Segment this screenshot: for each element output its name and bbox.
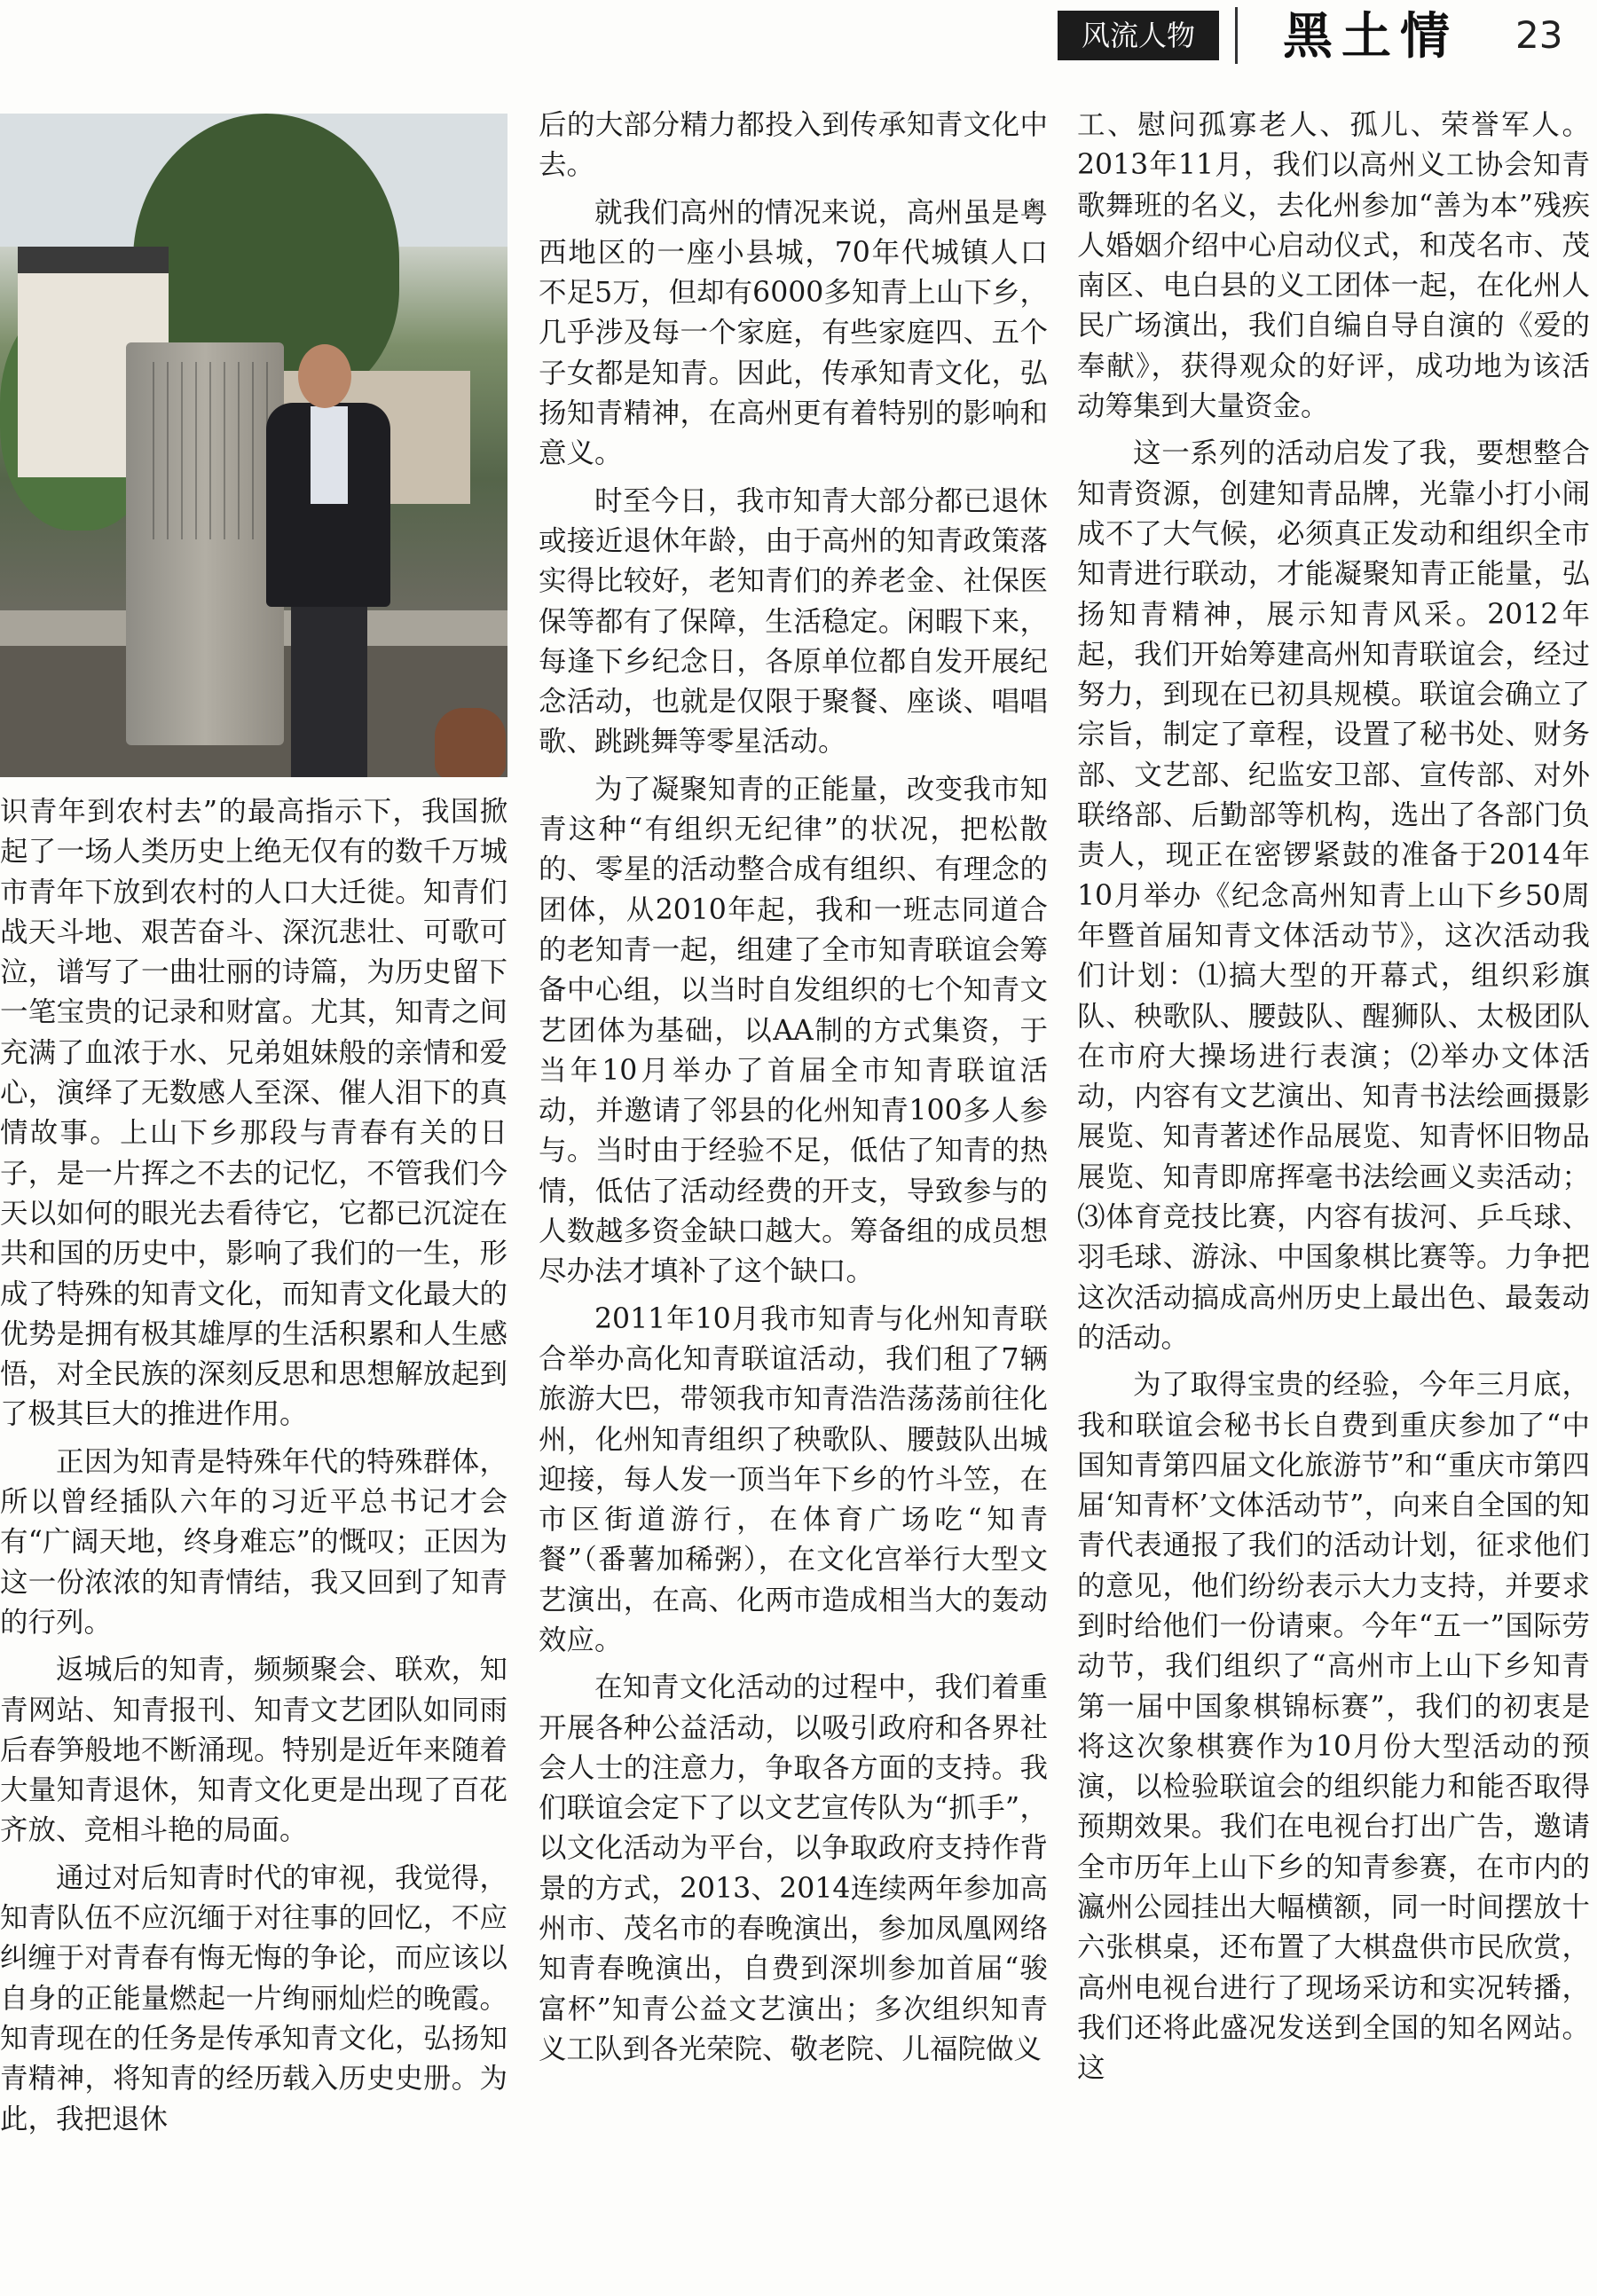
photo-flower-pot [435, 708, 506, 777]
paragraph: 就我们高州的情况来说，高州虽是粤西地区的一座小县城，70年代城镇人口不足5万，但却有6000多知青上山下乡，几乎涉及每一个家庭，有些家庭四、五个子女都是知青。因此，传承知青文化，弘扬知青精神，在高州更有着特别的影响和意义。 [539, 196, 1048, 470]
paragraph: 2011年10月我市知青与化州知青联合举办高化知青联谊活动，我们租了7辆旅游大巴，带领我市知青浩浩荡荡前往化州，化州知青组织了秧歌队、腰鼓队出城迎接，每人发一顶当年下乡的竹斗笠，在市区街道游行，在体育广场吃“知青餐”（番薯加稀粥），在文化宫举行大型文艺演出，在高、化两市造成相当大的轰动效应。 [539, 1302, 1048, 1656]
article-photo [0, 114, 507, 777]
section-tag: 风流人物 [1058, 11, 1219, 60]
paragraph: 通过对后知青时代的审视，我觉得，知青队伍不应沉缅于对往事的回忆，不应纠缠于对青春有悔无悔的争论，而应该以自身的正能量燃起一片绚丽灿烂的晚霞。知青现在的任务是传承知青文化，弘扬知青精神，将知青的经历载入历史史册。为此，我把退休 [0, 1861, 507, 2135]
photo-person-head [298, 344, 351, 408]
paragraph: 为了凝聚知青的正能量，改变我市知青这种“有组织无纪律”的状况，把松散的、零星的活动整合成有组织、有理念的团体，从2010年起，我和一班志同道合的老知青一起，组建了全市知青联谊会筹备中心组，以当时自发组织的七个知青文艺团体为基础，以AA制的方式集资，于当年10月举办了首届全市知青联谊活动，并邀请了邻县的化州知青100多人参与。当时由于经验不足，低估了知青的热情，低估了活动经费的开支，导致参与的人数越多资金缺口越大。筹备组的成员想尽办法才填补了这个缺口。 [539, 773, 1048, 1288]
article-column-left [0, 792, 507, 2147]
paragraph: 在知青文化活动的过程中，我们着重开展各种公益活动，以吸引政府和各界社会人士的注意力，争取各方面的支持。我们联谊会定下了以文艺宣传队为“抓手”，以文化活动为平台，以争取政府支持作背景的方式，2013、2014连续两年参加高州市、茂名市的春晚演出，参加凤凰网络知青春晚演出，自费到深圳参加首届“骏富杯”知青公益文艺演出；多次组织知青义工队到各光荣院、敬老院、儿福院做义 [539, 1671, 1048, 2065]
page-header [0, 0, 1597, 84]
paragraph: 这一系列的活动启发了我，要想整合知青资源，创建知青品牌，光靠小打小闹成不了大气候，必须真正发动和组织全市知青进行联动，才能凝聚知青正能量，弘扬知青精神，展示知青风采。2012年起，我们开始筹建高州知青联谊会，经过努力，到现在已初具规模。联谊会确立了宗旨，制定了章程，设置了秘书处、财务部、文艺部、纪监安卫部、宣传部、对外联络部、后勤部等机构，选出了各部门负责人，现正在密锣紧鼓的准备于2014年10月举办《纪念高州知青上山下乡50周年暨首届知青文体活动节》，这次活动我们计划：⑴搞大型的开幕式，组织彩旗队、秧歌队、腰鼓队、醒狮队、太极团队在市府大操场进行表演；⑵举办文体活动，内容有文艺演出、知青书法绘画摄影展览、知青著述作品展览、知青怀旧物品展览、知青即席挥毫书法绘画义卖活动；⑶体育竞技比赛，内容有拔河、乒乓球、羽毛球、游泳、中国象棋比赛等。力争把这次活动搞成高州历史上最出色、最轰动的活动。 [1077, 437, 1590, 1354]
header-divider [1235, 7, 1238, 64]
paragraph: 时至今日，我市知青大部分都已退休或接近退休年龄，由于高州的知青政策落实得比较好，老知青们的养老金、社保医保等都有了保障，生活稳定。闲暇下来，每逢下乡纪念日，各原单位都自发开展纪念活动，也就是仅限于聚餐、座谈、唱唱歌、跳跳舞等零星活动。 [539, 484, 1048, 759]
paragraph: 识青年到农村去”的最高指示下，我国掀起了一场人类历史上绝无仅有的数千万城市青年下放到农村的人口大迁徙。知青们战天斗地、艰苦奋斗、深沉悲壮、可歌可泣，谱写了一曲壮丽的诗篇，为历史留下一笔宝贵的记录和财富。尤其，知青之间充满了血浓于水、兄弟姐妹般的亲情和爱心，演绎了无数感人至深、催人泪下的真情故事。上山下乡那段与青春有关的日子，是一片挥之不去的记忆，不管我们今天以如何的眼光去看待它，它都已沉淀在共和国的历史中，影响了我们的一生，形成了特殊的知青文化，而知青文化最大的优势是拥有极其雄厚的生活积累和人生感悟，对全民族的深刻反思和思想解放起到了极其巨大的推进作用。 [0, 796, 507, 1431]
paragraph: 正因为知青是特殊年代的特殊群体，所以曾经插队六年的习近平总书记才会有“广阔天地，终身难忘”的慨叹；正因为这一份浓浓的知青情结，我又回到了知青的行列。 [0, 1445, 507, 1639]
paragraph: 后的大部分精力都投入到传承知青文化中去。 [539, 109, 1048, 182]
paragraph: 工、慰问孤寡老人、孤儿、荣誉军人。2013年11月，我们以高州义工协会知青歌舞班的名义，去化州参加“善为本”残疾人婚姻介绍中心启动仪式，和茂名市、茂南区、电白县的义工团体一起，在化州人民广场演出，我们自编自导自演的《爱的奉献》，获得观众的好评，成功地为该活动筹集到大量资金。 [1077, 109, 1590, 423]
magazine-name: 黑土情 [1283, 7, 1459, 66]
photo-person-legs [291, 602, 367, 777]
photo-stone-inscription [140, 362, 273, 539]
article-column-middle [539, 106, 1048, 2077]
paragraph: 为了取得宝贵的经验，今年三月底，我和联谊会秘书长自费到重庆参加了“中国知青第四届文化旅游节”和“重庆市第四届‘知青杯’文体活动节”，向来自全国的知青代表通报了我们的活动计划，征求他们的意见，他们纷纷表示大力支持，并要求到时给他们一份请柬。今年“五一”国际劳动节，我们组织了“高州市上山下乡知青第一届中国象棋锦标赛”，我们的初衷是将这次象棋赛作为10月份大型活动的预演，以检验联谊会的组织能力和能否取得预期效果。我们在电视台打出广告，邀请全市历年上山下乡的知青参赛，在市内的瀛州公园挂出大幅横额，同一时间摆放十六张棋桌，还布置了大棋盘供市民欣赏，高州电视台进行了现场采访和实况转播，我们还将此盛况发送到全国的知名网站。这 [1077, 1369, 1590, 2085]
article-column-right [1077, 106, 1590, 2096]
page-number: 23 [1515, 13, 1563, 57]
photo-person-shirt [311, 406, 348, 504]
paragraph: 返城后的知青，频频聚会、联欢，知青网站、知青报刊、知青文艺团队如同雨后春笋般地不断涌现。特别是近年来随着大量知青退休，知青文化更是出现了百花齐放、竞相斗艳的局面。 [0, 1654, 507, 1847]
